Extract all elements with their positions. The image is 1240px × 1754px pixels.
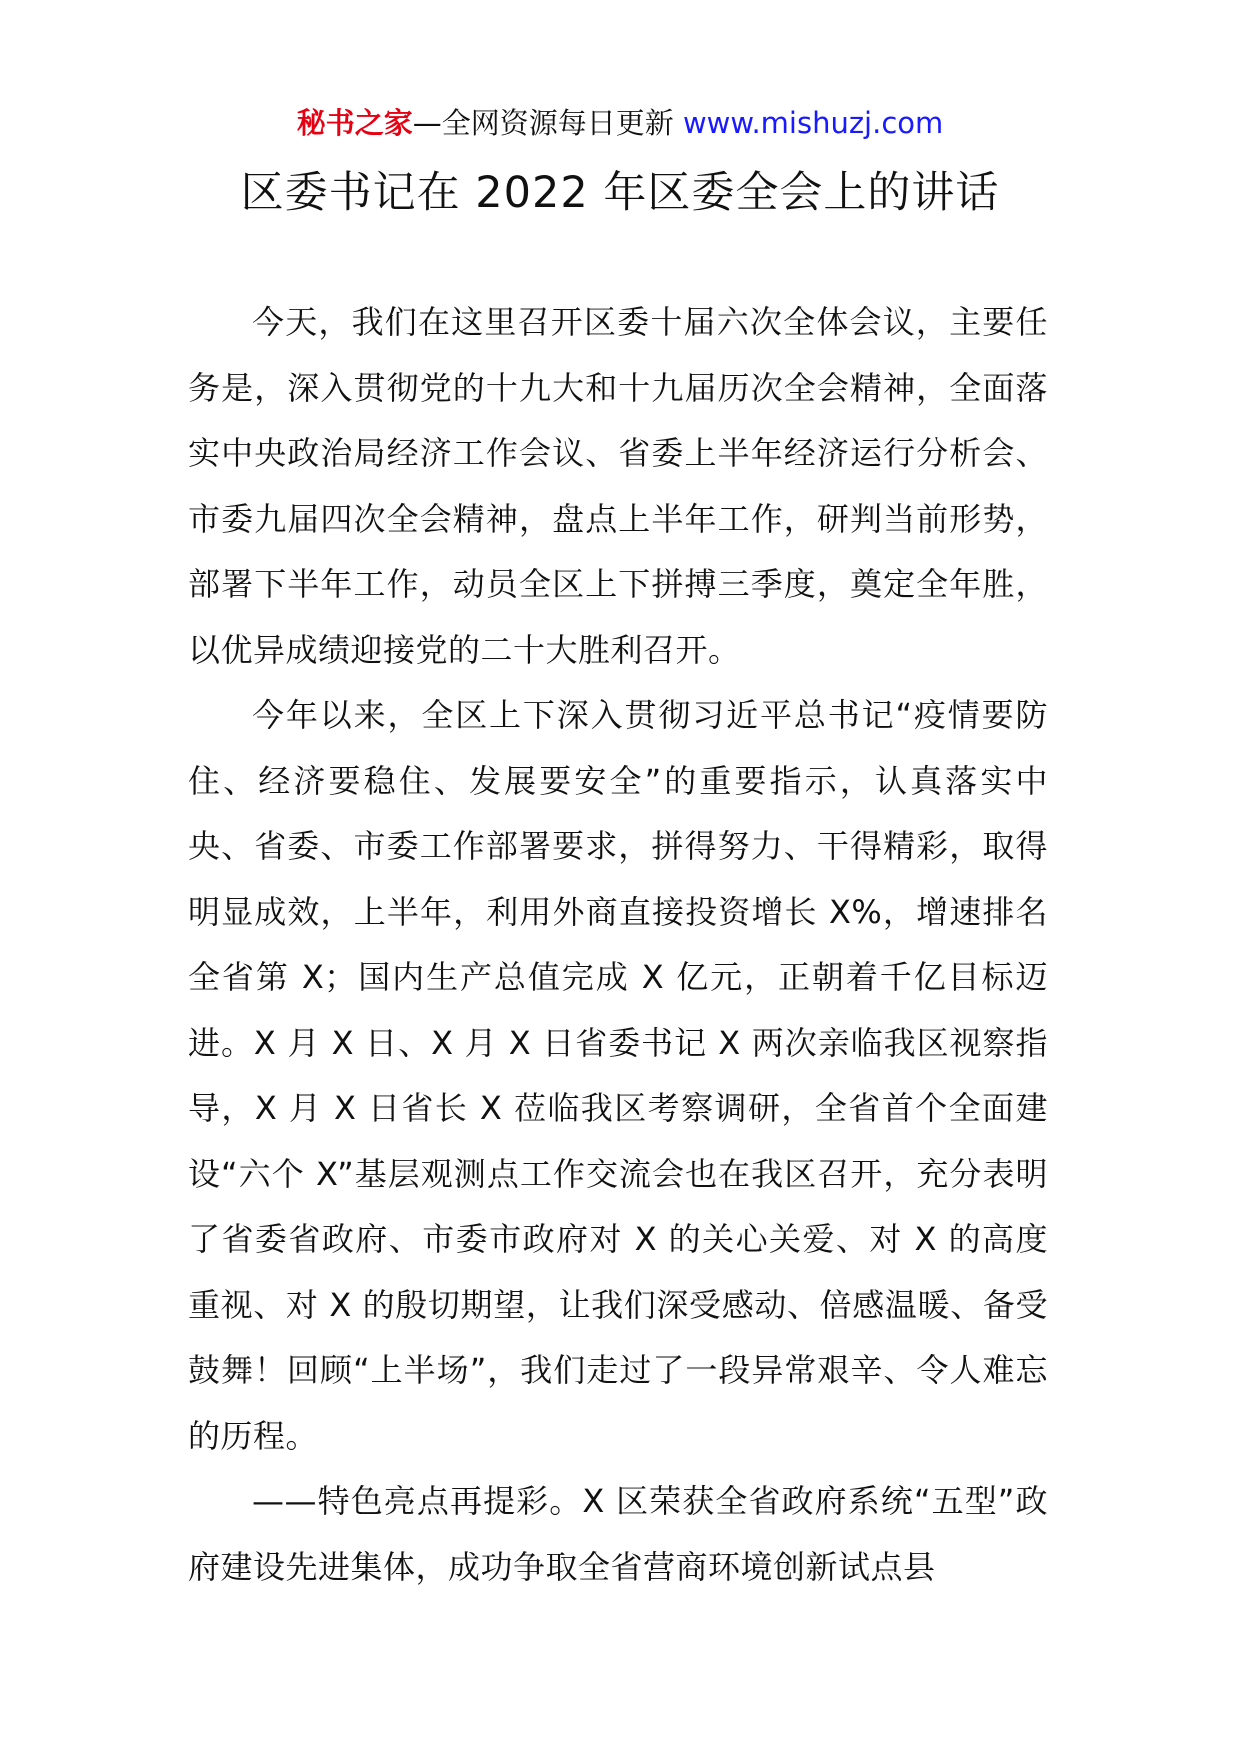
paragraph-intro: 今天，我们在这里召开区委十届六次全体会议，主要任务是，深入贯彻党的十九大和十九届历次全会精神，全面落实中央政治局经济工作会议、省委上半年经济运行分析会、市委九届四次全会精神，盘点上半年工作，研判当前形势，部署下半年工作，动员全区上下拼搏三季度，奠定全年胜，以优异成绩迎接党的二十大胜利召开。 bbox=[188, 303, 1048, 669]
site-header bbox=[0, 103, 1240, 143]
document-body bbox=[188, 290, 1048, 1600]
header-slogan: —全网资源每日更新 bbox=[412, 106, 674, 140]
brand-name: 秘书之家 bbox=[296, 106, 413, 140]
site-url-link[interactable]: www.mishuzj.com bbox=[682, 106, 944, 140]
paragraph-highlight: ——特色亮点再提彩。X 区荣获全省政府系统“五型”政府建设先进集体，成功争取全省营商环境创新试点县 bbox=[188, 1482, 1048, 1586]
paragraph-review: 今年以来，全区上下深入贯彻习近平总书记“疫情要防住、经济要稳住、发展要安全”的重要指示，认真落实中央、省委、市委工作部署要求，拼得努力、干得精彩，取得明显成效，上半年，利用外商直接投资增长 X%，增速排名全省第 X；国内生产总值完成 X 亿元，正朝着千亿目标迈进。X 月 X 日、X 月 X 日省委书记 X 两次亲临我区视察指导，X 月 X 日省长 X 莅临我区考察调研，全省首个全面建设“六个 X”基层观测点工作交流会也在我区召开，充分表明了省委省政府、市委市政府对 X 的关心关爱、对 X 的高度重视、对 X 的殷切期望，让我们深受感动、倍感温暖、备受鼓舞！回顾“上半场”，我们走过了一段异常艰辛、令人难忘的历程。 bbox=[188, 696, 1048, 1455]
document-title: 区委书记在 2022 年区委全会上的讲话 bbox=[240, 168, 1000, 218]
